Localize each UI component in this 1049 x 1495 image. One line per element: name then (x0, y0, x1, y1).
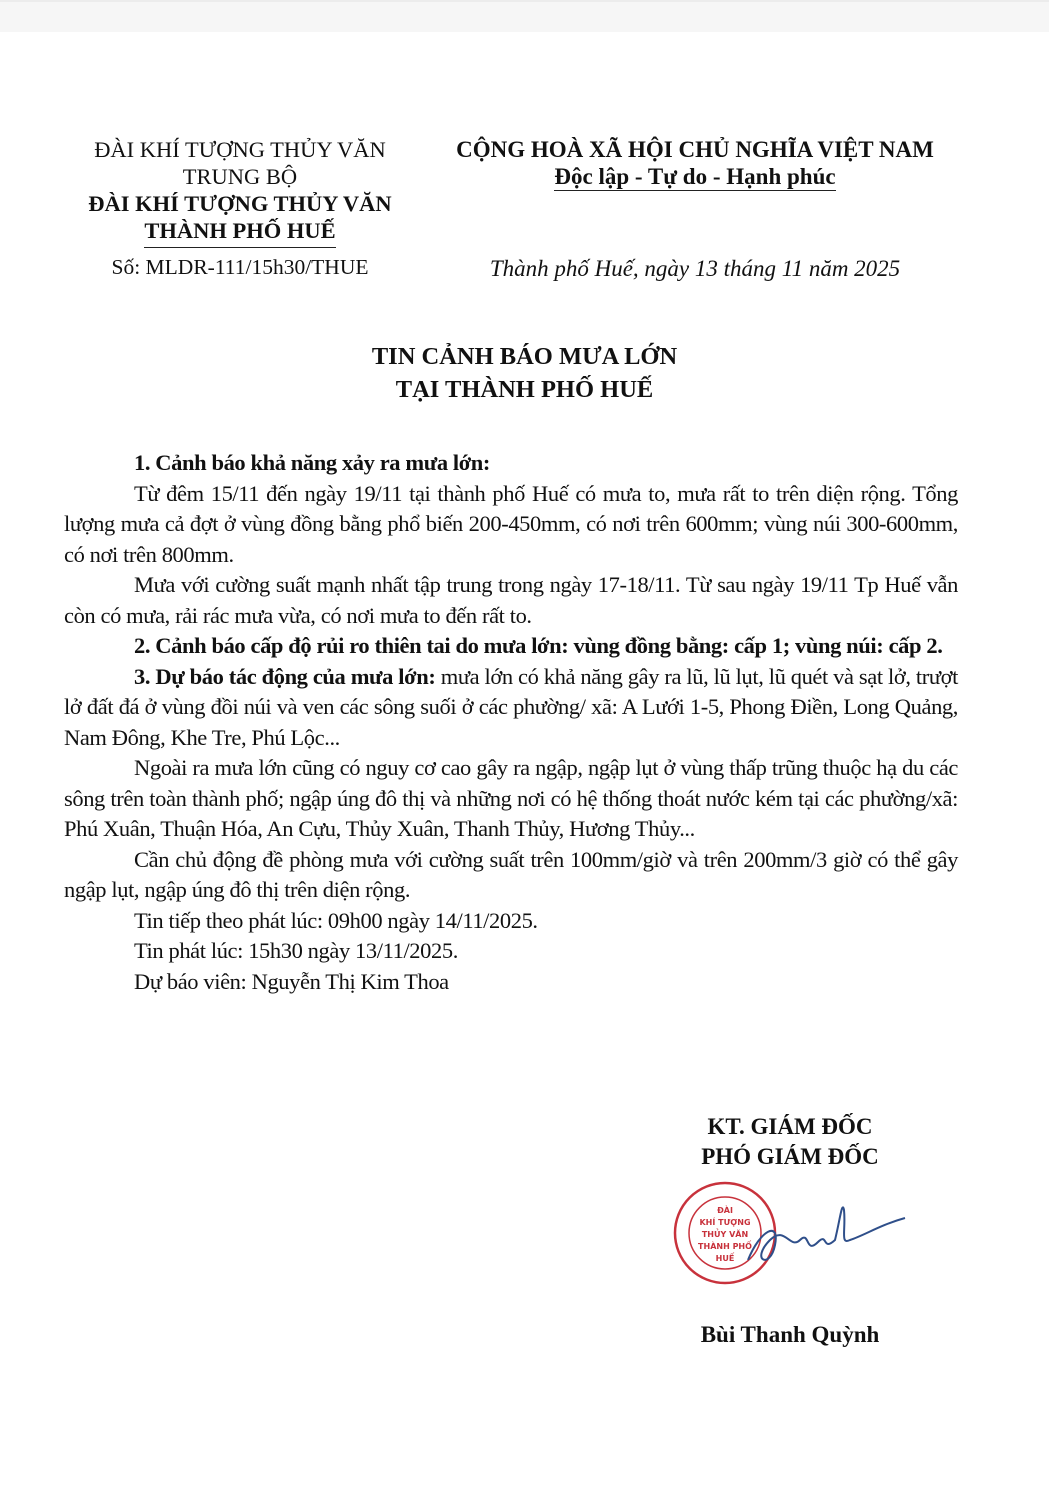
document-number: Số: MLDR-111/15h30/THUE (111, 255, 369, 279)
section-2-heading: 2. Cảnh báo cấp độ rủi ro thiên tai do mưa lớn: vùng đồng bằng: cấp 1; vùng núi: cấp 2. (134, 633, 943, 658)
svg-text:THÀNH PHỐ: THÀNH PHỐ (698, 1242, 752, 1251)
national-motto: Độc lập - Tự do - Hạnh phúc (554, 164, 836, 189)
signer-name: Bùi Thanh Quỳnh (700, 1322, 880, 1347)
signature-line-2: PHÓ GIÁM ĐỐC (701, 1144, 879, 1169)
agency-line-1: ĐÀI KHÍ TƯỢNG THỦY VĂN (94, 137, 386, 162)
agency-line-4: THÀNH PHỐ HUẾ (144, 218, 336, 243)
signature-line-1: KT. GIÁM ĐỐC (707, 1114, 873, 1139)
issue-time: Tin phát lúc: 15h30 ngày 13/11/2025. (134, 938, 458, 963)
section-3-text: mưa lớn có khả năng gây ra lũ, lũ lụt, lũ quét và sạt lở, trượt lở đất đá ở vùng đồi núi và ven các sông suối ở các phường/ xã: A Lưới 1-5, Phong Điền, Long Quảng, Nam Đông, Khe Tre, Phú Lộc... (64, 663, 958, 750)
place-date: Thành phố Huế, ngày 13 tháng 11 năm 2025 (489, 256, 901, 281)
document-body (64, 448, 958, 997)
document-title (0, 340, 1049, 406)
section-1-paragraph-2: Mưa với cường suất mạnh nhất tập trung trong ngày 17-18/11. Từ sau ngày 19/11 Tp Huế vẫn còn có mưa, rải rác mưa vừa, có nơi mưa to đến rất to. (64, 572, 958, 628)
forecaster: Dự báo viên: Nguyễn Thị Kim Thoa (134, 968, 449, 994)
signature-title (640, 1112, 940, 1172)
issuing-agency (60, 136, 420, 281)
agency-divider (144, 247, 336, 248)
section-1-paragraph-1: Từ đêm 15/11 đến ngày 19/11 tại thành phố Huế có mưa to, mưa rất to trên diện rộng. Tổng lượng mưa cả đợt ở vùng đồng bằng phổ biến 200-450mm, có nơi trên 600mm; vùng núi 300-600mm, có nơi trên 800mm. (64, 480, 958, 567)
top-bar (0, 0, 1049, 32)
agency-line-3: ĐÀI KHÍ TƯỢNG THỦY VĂN (88, 191, 392, 216)
svg-text:ĐÀI: ĐÀI (717, 1206, 733, 1215)
national-header (430, 136, 960, 191)
country-name: CỘNG HOÀ XÃ HỘI CHỦ NGHĨA VIỆT NAM (456, 137, 934, 162)
title-line-2: TẠI THÀNH PHỐ HUẾ (395, 376, 654, 403)
section-3-paragraph-2: Ngoài ra mưa lớn cũng có nguy cơ cao gây ra ngập, ngập lụt ở vùng thấp trũng thuộc hạ du các sông trên toàn thành phố; ngập úng đô thị và những nơi có hệ thống thoát nước kém tại các phường/xã: Phú Xuân, Thuận Hóa, An Cựu, Thủy Xuân, Thanh Thủy, Hương Thủy... (64, 755, 958, 841)
svg-text:HUẾ: HUẾ (715, 1254, 735, 1263)
svg-text:KHÍ TƯỢNG: KHÍ TƯỢNG (699, 1218, 751, 1227)
section-3-paragraph-1 (64, 662, 958, 754)
handwritten-signature-icon (740, 1190, 910, 1280)
section-3-heading: 3. Dự báo tác động của mưa lớn: (134, 663, 436, 689)
section-1-heading: 1. Cảnh báo khả năng xảy ra mưa lớn: (134, 450, 491, 475)
agency-line-2: TRUNG BỘ (182, 164, 298, 189)
section-3-paragraph-3: Cần chủ động đề phòng mưa với cường suất trên 100mm/giờ và trên 200mm/3 giờ có thể gây ngập lụt, ngập úng đô thị trên diện rộng. (64, 846, 958, 902)
title-line-1: TIN CẢNH BÁO MƯA LỚN (371, 343, 678, 370)
svg-text:THỦY VĂN: THỦY VĂN (701, 1230, 749, 1239)
next-issue-time: Tin tiếp theo phát lúc: 09h00 ngày 14/11/2025. (134, 907, 538, 933)
